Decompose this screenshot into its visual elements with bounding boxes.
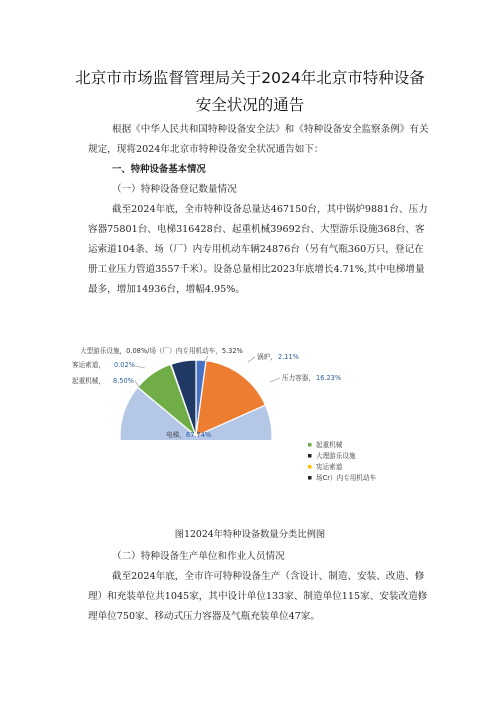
pie-label-ropeway-value: 0.02% [114,361,135,369]
paragraph-device-count: 截至2024年底，全市特种设备总量达467150台，其中锅炉9881台、压力容器75801台、电梯316428台、起重机械39692台、大型游乐设施368台、客运索道104条、场（厂）内专用机动车辆24876台（另有气瓶360万只，登记在册工业压力管道3557千米）。设备总量相比2023年底增长4.71%,其中电梯增量最多，增加14936台，增幅4.95%。 [88,204,428,295]
pie-label-elevator: 电梯， [166,431,186,439]
pie-label-boiler: 锅炉， [257,353,277,361]
page-title-line2: 安全状况的通告 [195,96,305,114]
page-title-line1: 北京市市场监督管理局关于2024年北京市特种设备 [75,69,425,87]
subsection-heading-1: （一）特种设备登记数量情况 [112,184,237,195]
subsection-heading-2: （二）特种设备生产单位和作业人员情况 [112,551,285,562]
legend-swatch-3 [308,476,312,480]
pie-label-boiler-value: 2.11% [278,353,299,361]
pie-label-crane: 起重机械， [72,377,105,385]
paragraph-production-units: 截至2024年底，全市许可特种设备生产（含设计、制造、安装、改造、修理）和充装单位共1045家，其中设计单位133家、制造单位115家、安装改造修理单位750家、移动式压力容器及气瓶充装单位47家。 [88,571,428,622]
leader-pressure [270,378,280,382]
legend-swatch-2 [308,465,312,469]
section-heading: 一、特种设备基本情况 [112,164,206,175]
pie-label-pressure: 压力容器， [282,374,315,382]
pie-label-top: 大型游乐设施，0.08%/场（厂）内专用机动车，5.32% [80,347,243,355]
pie-baseline-mask [100,440,300,508]
pie-label-elevator-value: 67.74% [186,431,212,439]
legend-label-2: 宪运索道 [316,463,343,471]
leader-ropeway [135,366,145,368]
legend-swatch-0 [308,443,312,447]
pie-label-ropeway: 客运索道， [72,361,105,369]
pie-label-crane-value: 8.50% [113,377,134,385]
legend-label-0: 起重机械 [316,441,343,449]
chart-legend [308,440,376,482]
intro-paragraph: 根据《中华人民共和国特种设备安全法》和《特种设备安全监察条例》有关规定，现将2024年北京市特种设备安全状况通告如下： [88,124,429,155]
leader-boiler [248,357,255,362]
pie-label-pressure-value: 16.23% [316,374,342,382]
figure-caption: 图12024年特种设备数量分类比例图 [174,529,326,540]
legend-label-3: 场Cr）内专用机动车 [316,474,377,482]
legend-swatch-1 [308,454,312,458]
legend-label-1: 大理游乐设施 [316,452,356,460]
pie-chart [0,338,500,508]
